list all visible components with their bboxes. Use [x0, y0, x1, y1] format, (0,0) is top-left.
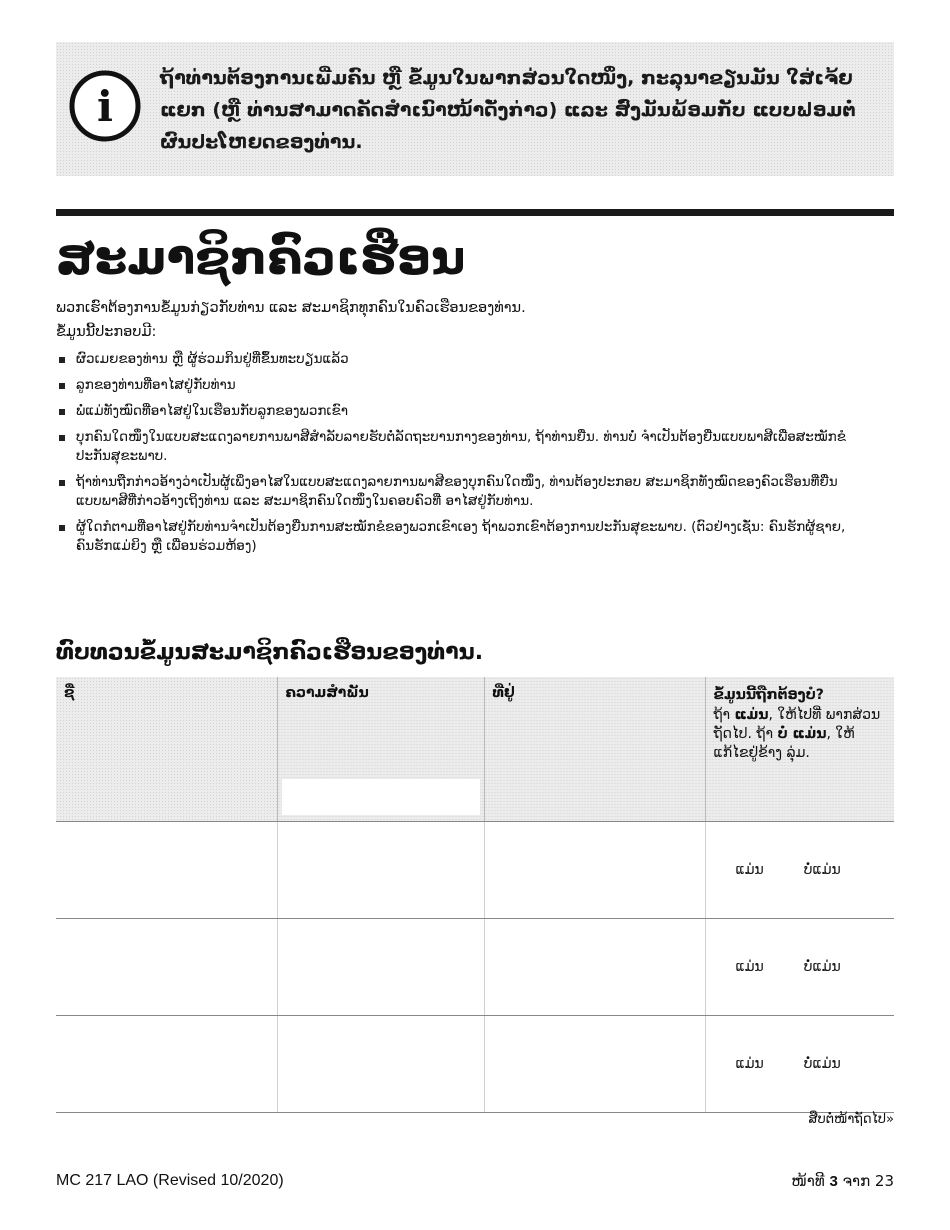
- section-title: ສະມາຊິກຄົວເຮືອນ: [56, 231, 466, 286]
- no-option[interactable]: ບໍ່ແມ່ນ: [803, 959, 841, 975]
- header-correct-question: ຂໍ້ມູນນີ້ຖືກຕ້ອງບໍ? ຖ້າ ແມ່ນ, ໃຫ້ໄປທີ່ ພາກສ່ວນຖັດໄປ. ຖ້າ ບໍ່ ແມ່ນ, ໃຫ້ແກ້ໄຂຢູ່ຂ້າງ ລຸ່ມ.: [705, 677, 894, 822]
- no-option[interactable]: ບໍ່ແມ່ນ: [803, 1056, 841, 1072]
- info-box: [56, 42, 894, 176]
- address-cell[interactable]: [484, 919, 705, 1016]
- name-cell[interactable]: [56, 1016, 277, 1113]
- info-icon: [68, 69, 142, 143]
- page-number: 3: [829, 1173, 838, 1190]
- list-item: ພໍ່ແມ່ທັງໝົດທີ່ອາໄສຢູ່ໃນເຮືອນກັບລູກຂອງພວກເຂົາ: [56, 402, 856, 421]
- header-relationship: ຄວາມສຳພັນ: [277, 677, 484, 822]
- table-row: [56, 822, 894, 919]
- header-name: ຊື່: [56, 677, 277, 822]
- address-cell[interactable]: [484, 1016, 705, 1113]
- of-label: ຈາກ: [842, 1172, 871, 1190]
- yes-option[interactable]: ແມ່ນ: [735, 959, 764, 975]
- section-intro: [56, 296, 894, 563]
- address-cell[interactable]: [484, 822, 705, 919]
- includes-label: ຂໍ້ມູນນີ້ປະກອບມີ:: [56, 324, 157, 340]
- list-item: ຜົວເມຍຂອງທ່ານ ຫຼື ຜູ້ຮ່ວມກິນຢູ່ທີ່ຂຶ້ນທະບຽນແລ້ວ: [56, 350, 856, 369]
- correct-cell: [705, 919, 894, 1016]
- relationship-cell[interactable]: [277, 919, 484, 1016]
- name-cell[interactable]: [56, 822, 277, 919]
- intro-text: ພວກເຮົາຕ້ອງການຂໍ້ມູນກ່ຽວກັບທ່ານ ແລະ ສະມາຊິກທຸກຄົນໃນຄົວເຮືອນຂອງທ່ານ.: [56, 300, 526, 316]
- page-label: ໜ້າທີ: [791, 1172, 825, 1190]
- list-item: ຖ້າທ່ານຖືກກ່າວອ້າງວ່າເປັນຜູ້ເພິ່ງອາໄສໃນແບບສະແດງລາຍການພາສີຂອງບຸກຄົນໃດໜຶ່ງ, ທ່ານຕ້ອງປະກອບ ສະມາຊິກທັງໝົດຂອງຄົວເຮືອນທີ່ຍື່ນແບບພາສີທີ່ກ່າວອ້າງເຖິງທ່ານ ແລະ ສະມາຊິກຄົນໃດໜຶ່ງໃນຄອບຄົວທີ່ ອາໄສຢູ່ກັບທ່ານ.: [56, 473, 856, 511]
- relationship-cell[interactable]: [277, 1016, 484, 1113]
- household-criteria-list: [56, 350, 894, 556]
- table-row: [56, 1016, 894, 1113]
- list-item: ບຸກຄົນໃດໜຶ່ງໃນແບບສະແດງລາຍການພາສີສຳລັບລາຍຮັບຕໍ່ລັດຖະບານກາງຂອງທ່ານ, ຖ້າທ່ານຍື່ນ. ທ່ານບໍ່ ຈຳເປັນຕ້ອງຍື່ນແບບພາສີເພື່ອສະໝັກຂໍປະກັນສຸຂະພາບ.: [56, 428, 856, 466]
- total-pages: 23: [874, 1172, 894, 1190]
- table-title: ທົບທວນຂໍ້ມູນສະມາຊິກຄົວເຮືອນຂອງທ່ານ.: [56, 640, 484, 665]
- header-address: ທີ່ຢູ່: [484, 677, 705, 822]
- yes-option[interactable]: ແມ່ນ: [735, 862, 764, 878]
- correct-cell: [705, 1016, 894, 1113]
- relationship-cell[interactable]: [277, 822, 484, 919]
- info-icon-letter: i: [97, 82, 113, 131]
- list-item: ລູກຂອງທ່ານທີ່ອາໄສຢູ່ກັບທ່ານ: [56, 376, 856, 395]
- yes-option[interactable]: ແມ່ນ: [735, 1056, 764, 1072]
- table-header-row: [56, 677, 894, 822]
- page-indicator: [791, 1172, 894, 1190]
- header-blank-area: [282, 779, 480, 815]
- household-members-table: [56, 677, 894, 1113]
- info-box-text: ຖ້າທ່ານຕ້ອງການເພີ່ມຄົນ ຫຼື ຂໍ້ມູນໃນພາກສ່ວນໃດໜຶ່ງ, ກະລຸນາຂຽນມັນ ໃສ່ເຈ້ຍແຍກ (ຫຼື ທ່ານສາມາດຄັດສຳເນົາໜ້າດັ່ງກ່າວ) ແລະ ສົ່ງມັນພ້ອມກັບ ແບບຟອມຕໍ່ຜົນປະໂຫຍດຂອງທ່ານ.: [160, 67, 856, 153]
- no-option[interactable]: ບໍ່ແມ່ນ: [803, 862, 841, 878]
- form-id: MC 217 LAO (Revised 10/2020): [56, 1172, 284, 1189]
- section-divider: [56, 209, 894, 216]
- list-item: ຜູ້ໃດກໍຕາມທີ່ອາໄສຢູ່ກັບທ່ານຈຳເປັນຕ້ອງຍື່ນການສະໝັກຂໍຂອງພວກເຂົາເອງ ຖ້າພວກເຂົາຕ້ອງການປະກັນສຸຂະພາບ. (ຕົວຢ່າງເຊັ່ນ: ຄົນຮັກຜູ້ຊາຍ, ຄົນຮັກແມ່ຍິງ ຫຼື ເພື່ອນຮ່ວມຫ້ອງ): [56, 518, 856, 556]
- table-row: [56, 919, 894, 1016]
- continue-next-page: ສືບຕໍ່ໜ້າຖັດໄປ»: [808, 1112, 894, 1127]
- name-cell[interactable]: [56, 919, 277, 1016]
- correct-cell: [705, 822, 894, 919]
